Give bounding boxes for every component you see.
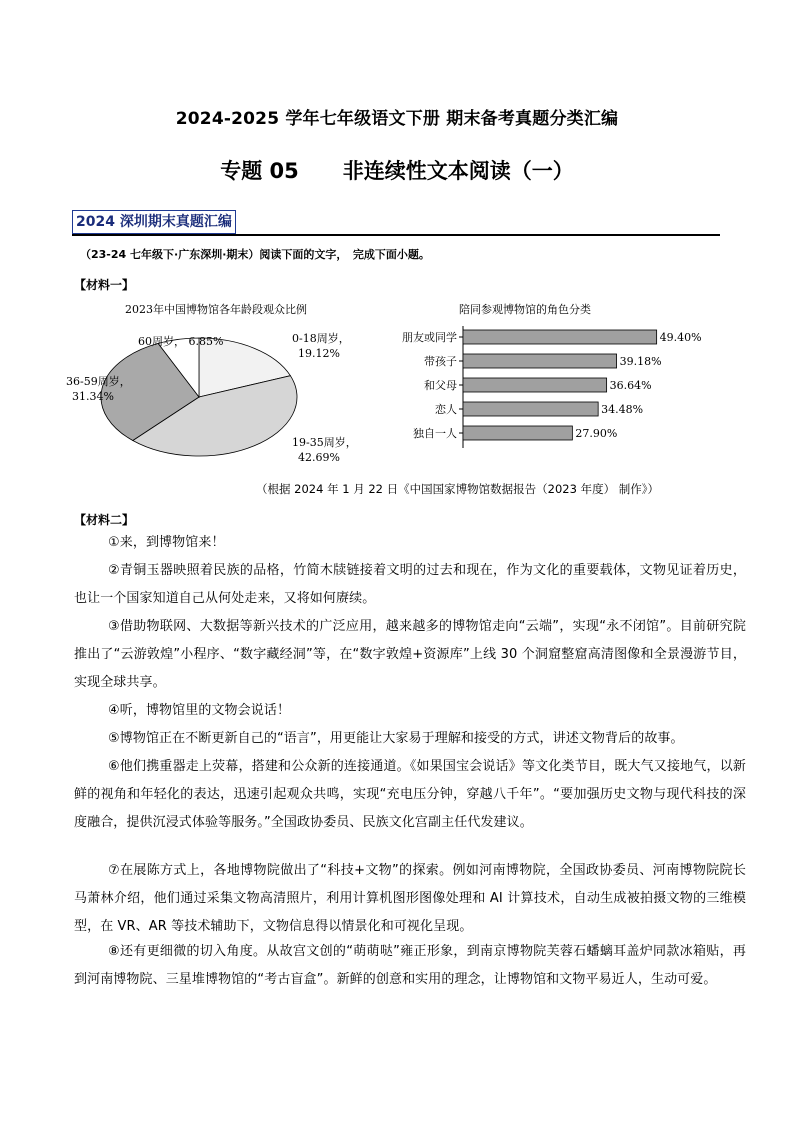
bar-value-label: 27.90% xyxy=(575,427,618,440)
paragraph-2: ②青铜玉器映照着民族的品格，竹简木牍链接着文明的过去和现在，作为文化的重要载体，文物见证着历史，也让一个国家知道自己从何处走来，又将如何赓续。 xyxy=(74,563,746,606)
bar xyxy=(463,426,572,440)
bar-category-label: 和父母 xyxy=(424,379,457,392)
bar-value-label: 34.48% xyxy=(601,403,644,416)
paragraph-4: ④听，博物馆里的文物会说话！ xyxy=(108,703,291,718)
material1-label: 【材料一】 xyxy=(74,278,135,292)
pie-chart-title: 2023年中国博物馆各年龄段观众比例 xyxy=(125,303,307,316)
bar xyxy=(463,378,607,392)
bar-value-label: 36.64% xyxy=(609,379,652,392)
topic-name: 非连续性文本阅读（一） xyxy=(342,159,574,183)
topic-title xyxy=(0,155,794,185)
pie-value-label: 42.69% xyxy=(298,451,340,464)
paragraph-8: ⑧还有更细微的切入角度。从故宫文创的“萌萌哒”雍正形象，到南京博物院芙蓉石蟠螭耳盖炉同款冰箱贴，再到河南博物院、三星堆博物馆的“考古盲盒”。新鲜的创意和实用的理念，让博物馆和文物平易近人，生动可爱。 xyxy=(74,944,746,987)
bar-category-label: 朋友或同学 xyxy=(402,331,457,344)
document-title: 2024-2025 学年七年级语文下册 期末备考真题分类汇编 xyxy=(175,109,619,129)
paragraph-5: ⑤博物馆正在不断更新自己的“语言”，用更能让大家易于理解和接受的方式，讲述文物背后的故事。 xyxy=(108,731,684,746)
bar xyxy=(463,354,617,368)
section-header xyxy=(72,210,720,236)
pie-label: 60周岁， 6.85% xyxy=(138,335,224,348)
source-note: （根据 2024 年 1 月 22 日《中国国家博物馆数据报告（2023 年度） 制作》） xyxy=(256,482,659,496)
paragraph-6: ⑥他们携重器走上荧幕，搭建和公众新的连接通道。《如果国宝会说话》等文化类节目，既大气又接地气，以新鲜的视角和年轻化的表达，迅速引起观众共鸣，实现“充电压分钟，穿越八千年”。“要加强历史文物与现代科技的深度融合，提供沉浸式体验等服务。”全国政协委员、民族文化宫副主任代发建议。 xyxy=(74,759,746,830)
pie-value-label: 19.12% xyxy=(298,347,340,360)
pie-value-label: 31.34% xyxy=(72,390,114,403)
bar-chart xyxy=(390,296,730,476)
question-intro: （23-24 七年级下·广东深圳·期末）阅读下面的文字， 完成下面小题。 xyxy=(80,248,430,261)
paragraph-1: ①来，到博物馆来！ xyxy=(108,535,225,550)
bar-category-label: 带孩子 xyxy=(424,355,457,368)
bar-category-label: 恋人 xyxy=(435,403,457,416)
section-label: 2024 深圳期末真题汇编 xyxy=(72,210,236,234)
bar xyxy=(463,402,598,416)
bar-chart-title: 陪同参观博物馆的角色分类 xyxy=(459,303,591,316)
pie-label: 19-35周岁， xyxy=(292,436,357,449)
pie-chart xyxy=(66,296,366,476)
paragraph-3: ③借助物联网、大数据等新兴技术的广泛应用，越来越多的博物馆走向“云端”，实现“永不闭馆”。目前研究院推出了“云游敦煌”小程序、“数字藏经洞”等，在“数字敦煌+资源库”上线 30 个洞窟整窟高清图像和全景漫游节目，实现全球共享。 xyxy=(74,619,746,690)
pie-label: 0-18周岁， xyxy=(292,332,350,345)
pie-label: 36-59周岁， xyxy=(66,375,131,388)
bar-value-label: 49.40% xyxy=(659,331,702,344)
topic-number: 专题 05 xyxy=(220,159,299,183)
material2-label: 【材料二】 xyxy=(74,513,135,527)
paragraph-7: ⑦在展陈方式上，各地博物院做出了“科技+文物”的探索。例如河南博物院，全国政协委员、河南博物院院长马萧林介绍，他们通过采集文物高清照片，利用计算机图形图像处理和 AI 计算技术，自动生成被拍摄文物的三维模型，在 VR、AR 等技术辅助下，文物信息得以情景化和可视化呈现。 xyxy=(74,863,746,934)
bar-category-label: 独自一人 xyxy=(413,427,457,440)
bar-value-label: 39.18% xyxy=(619,355,662,368)
bar xyxy=(463,330,657,344)
